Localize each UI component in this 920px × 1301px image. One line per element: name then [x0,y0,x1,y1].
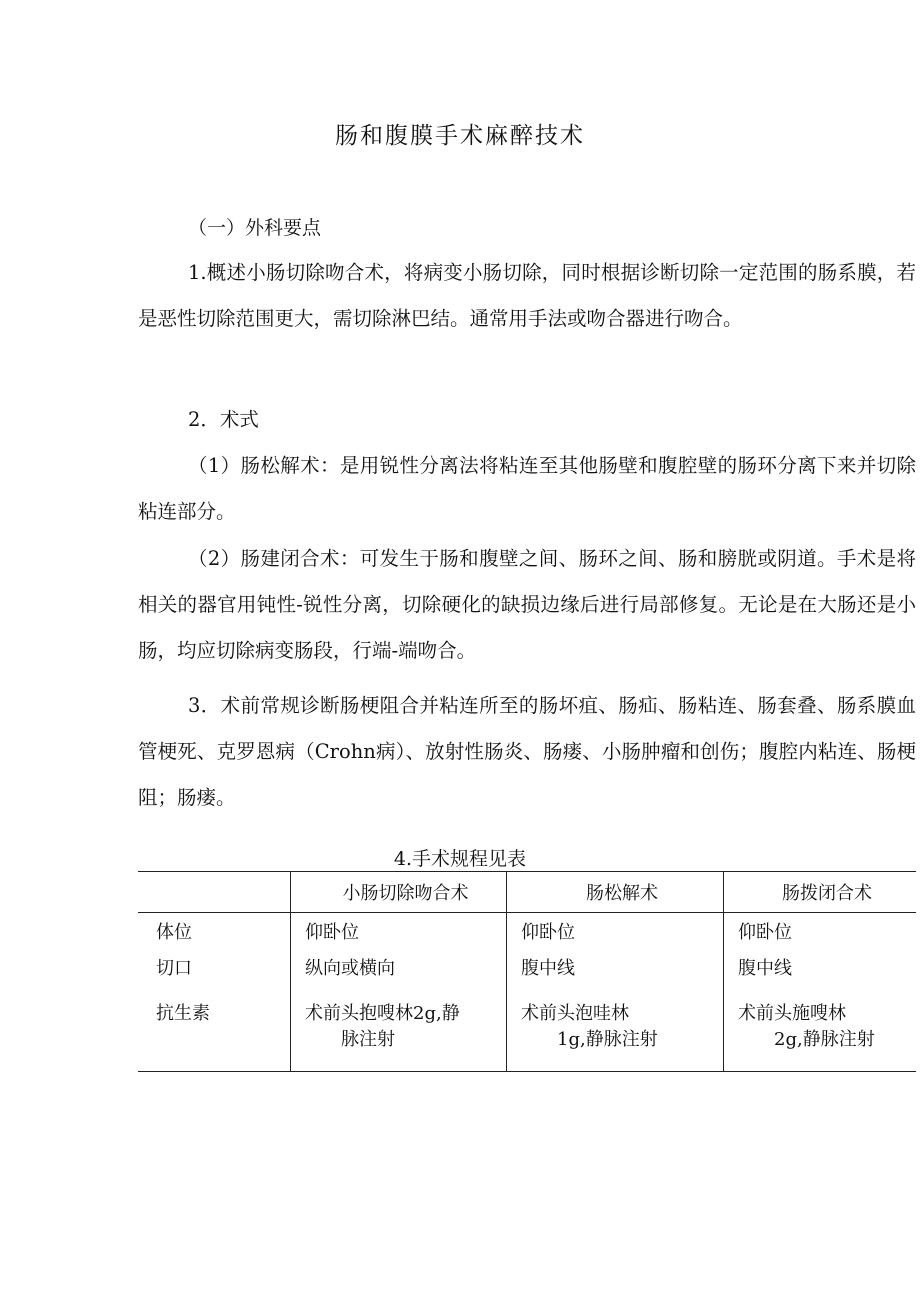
table-cell: 纵向或横向 [291,949,507,985]
table-cell [507,985,724,1072]
table-header-cell: 小肠切除吻合术 [291,872,507,913]
table-cell: 仰卧位 [724,913,917,950]
cell-line: 1g,静脉注射 [557,1029,658,1050]
table-header-cell: 肠拨闭合术 [724,872,917,913]
table-cell: 腹中线 [724,949,917,985]
document-title: 肠和腹膜手术麻醉技术 [335,123,585,149]
table-row [138,949,916,985]
paragraph-adhesiolysis: （1）肠松解术：是用锐性分离法将粘连至其他肠壁和腹腔壁的肠环分离下来并切除粘连部分。 [138,454,916,523]
cell-line: 术前头抱嗖林2g,静 [305,1003,460,1024]
paragraph-diagnosis: 3．术前常规诊断肠梗阻合并粘连所至的肠坏疽、肠疝、肠粘连、肠套叠、肠系膜血管梗死、克罗恩病（Crohn病）、放射性肠炎、肠瘘、小肠肿瘤和创伤；腹腔内粘连、肠梗阻；肠瘘。 [138,694,916,809]
table-cell [724,985,917,1072]
table-cell: 腹中线 [507,949,724,985]
paragraph-overview: 1.概述小肠切除吻合术，将病变小肠切除，同时根据诊断切除一定范围的肠系膜，若是恶性切除范围更大，需切除淋巴结。通常用手法或吻合器进行吻合。 [138,261,916,330]
row-label: 切口 [156,958,192,979]
cell-line: 脉注射 [341,1029,395,1050]
cell-line: 术前头泡哇林 [521,1003,629,1024]
table-cell [291,985,507,1072]
table-caption: 4.手术规程见表 [393,848,527,870]
table-header-cell: 肠松解术 [507,872,724,913]
table-header-cell [138,872,291,913]
cell-line: 术前头施嗖林 [738,1003,846,1024]
section-heading: （一）外科要点 [188,217,322,239]
paragraph-fistula-closure: （2）肠建闭合术：可发生于肠和腹壁之间、肠环之间、肠和膀胱或阴道。手术是将相关的器官用钝性-锐性分离，切除硬化的缺损边缘后进行局部修复。无论是在大肠还是小肠，均应切除病变肠段，行端-端吻合。 [138,547,916,662]
table-row [138,985,916,1072]
table-header-row [138,872,916,913]
cell-line: 2g,静脉注射 [774,1029,875,1050]
table-cell: 仰卧位 [291,913,507,950]
row-label: 抗生素 [138,985,291,1072]
procedure-table [138,871,916,1072]
row-label: 体位 [156,922,192,943]
table-cell: 仰卧位 [507,913,724,950]
heading-procedures: 2．术式 [188,408,259,431]
table-row [138,913,916,950]
